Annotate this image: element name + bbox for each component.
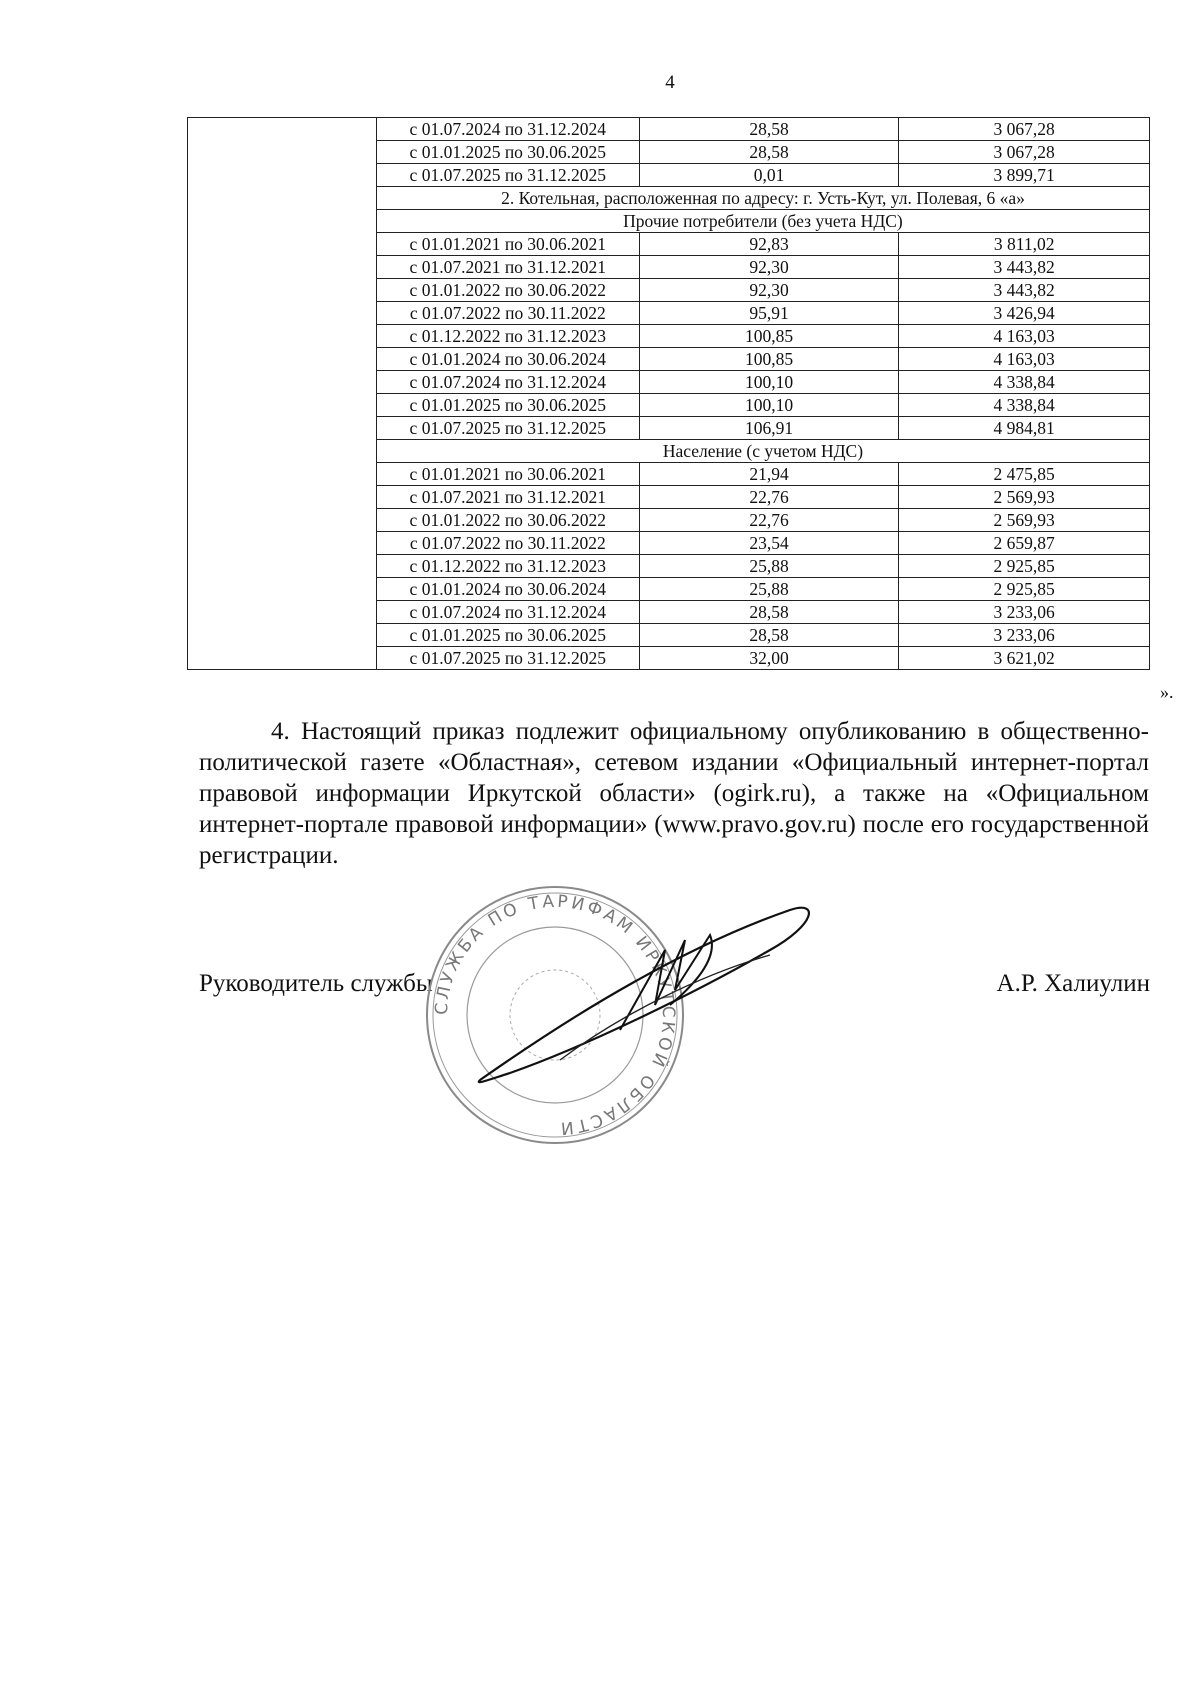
value1-cell: 92,30 [639, 256, 899, 279]
value1-cell: 22,76 [639, 486, 899, 509]
period-cell: с 01.07.2022 по 30.11.2022 [376, 302, 639, 325]
period-cell: с 01.01.2021 по 30.06.2021 [376, 233, 639, 256]
period-cell: с 01.12.2022 по 31.12.2023 [376, 555, 639, 578]
signatory-name: А.Р. Халиулин [996, 970, 1150, 997]
period-cell: с 01.01.2021 по 30.06.2021 [376, 463, 639, 486]
value1-cell: 100,85 [639, 325, 899, 348]
value2-cell: 4 338,84 [899, 371, 1150, 394]
value2-cell: 3 811,02 [899, 233, 1150, 256]
value2-cell: 4 338,84 [899, 394, 1150, 417]
table-row [188, 118, 1150, 141]
value2-cell: 3 426,94 [899, 302, 1150, 325]
value2-cell: 2 925,85 [899, 578, 1150, 601]
value2-cell: 3 621,02 [899, 647, 1150, 670]
period-cell: с 01.07.2024 по 31.12.2024 [376, 371, 639, 394]
period-cell: с 01.01.2022 по 30.06.2022 [376, 279, 639, 302]
population-heading: Население (с учетом НДС) [376, 440, 1149, 463]
period-cell: с 01.01.2025 по 30.06.2025 [376, 624, 639, 647]
value2-cell: 2 569,93 [899, 509, 1150, 532]
period-cell: с 01.01.2024 по 30.06.2024 [376, 348, 639, 371]
value2-cell: 3 067,28 [899, 141, 1150, 164]
value1-cell: 100,10 [639, 371, 899, 394]
value2-cell: 4 163,03 [899, 325, 1150, 348]
period-cell: с 01.01.2025 по 30.06.2025 [376, 394, 639, 417]
publication-paragraph: 4. Настоящий приказ подлежит официальному опубликованию в общественно-политической газете «Областная», сетевом издании «Официальный интернет-портал правовой информации Иркутской области» (ogirk.ru), а также на «Официальном интернет-портале правовой информации» (www.pravo.gov.ru) после его государственной регистрации. [199, 718, 1149, 869]
tariff-table [187, 117, 1150, 670]
signatory-title: Руководитель службы [199, 970, 433, 997]
period-cell: с 01.12.2022 по 31.12.2023 [376, 325, 639, 348]
value1-cell: 28,58 [639, 601, 899, 624]
period-cell: с 01.07.2021 по 31.12.2021 [376, 256, 639, 279]
period-cell: с 01.07.2025 по 31.12.2025 [376, 164, 639, 187]
value1-cell: 21,94 [639, 463, 899, 486]
value2-cell: 2 925,85 [899, 555, 1150, 578]
value1-cell: 28,58 [639, 118, 899, 141]
value1-cell: 92,30 [639, 279, 899, 302]
value2-cell: 2 475,85 [899, 463, 1150, 486]
handwritten-signature [470, 895, 830, 1095]
value1-cell: 28,58 [639, 141, 899, 164]
value1-cell: 23,54 [639, 532, 899, 555]
other-consumers-heading: Прочие потребители (без учета НДС) [376, 210, 1149, 233]
value2-cell: 3 443,82 [899, 279, 1150, 302]
value1-cell: 100,10 [639, 394, 899, 417]
value1-cell: 25,88 [639, 555, 899, 578]
value1-cell: 28,58 [639, 624, 899, 647]
seal-text: СЛУЖБА ПО ТАРИФАМ ИРКУТСКОЙ ОБЛАСТИ [431, 891, 679, 1139]
period-cell: с 01.07.2021 по 31.12.2021 [376, 486, 639, 509]
period-cell: с 01.01.2025 по 30.06.2025 [376, 141, 639, 164]
value2-cell: 4 163,03 [899, 348, 1150, 371]
period-cell: с 01.07.2025 по 31.12.2025 [376, 647, 639, 670]
value1-cell: 100,85 [639, 348, 899, 371]
value2-cell: 2 569,93 [899, 486, 1150, 509]
value1-cell: 0,01 [639, 164, 899, 187]
period-cell: с 01.07.2025 по 31.12.2025 [376, 417, 639, 440]
value2-cell: 2 659,87 [899, 532, 1150, 555]
value1-cell: 92,83 [639, 233, 899, 256]
period-cell: с 01.07.2024 по 31.12.2024 [376, 118, 639, 141]
value2-cell: 4 984,81 [899, 417, 1150, 440]
closing-quote: ». [1160, 682, 1174, 702]
empty-left-cell [188, 118, 377, 670]
value1-cell: 95,91 [639, 302, 899, 325]
value1-cell: 22,76 [639, 509, 899, 532]
value1-cell: 106,91 [639, 417, 899, 440]
period-cell: с 01.01.2024 по 30.06.2024 [376, 578, 639, 601]
value2-cell: 3 233,06 [899, 624, 1150, 647]
period-cell: с 01.01.2022 по 30.06.2022 [376, 509, 639, 532]
value1-cell: 32,00 [639, 647, 899, 670]
period-cell: с 01.07.2022 по 30.11.2022 [376, 532, 639, 555]
value1-cell: 25,88 [639, 578, 899, 601]
value2-cell: 3 067,28 [899, 118, 1150, 141]
period-cell: с 01.07.2024 по 31.12.2024 [376, 601, 639, 624]
value2-cell: 3 899,71 [899, 164, 1150, 187]
page-number: 4 [665, 72, 675, 93]
value2-cell: 3 233,06 [899, 601, 1150, 624]
value2-cell: 3 443,82 [899, 256, 1150, 279]
boiler-heading: 2. Котельная, расположенная по адресу: г. Усть-Кут, ул. Полевая, 6 «а» [376, 187, 1149, 210]
